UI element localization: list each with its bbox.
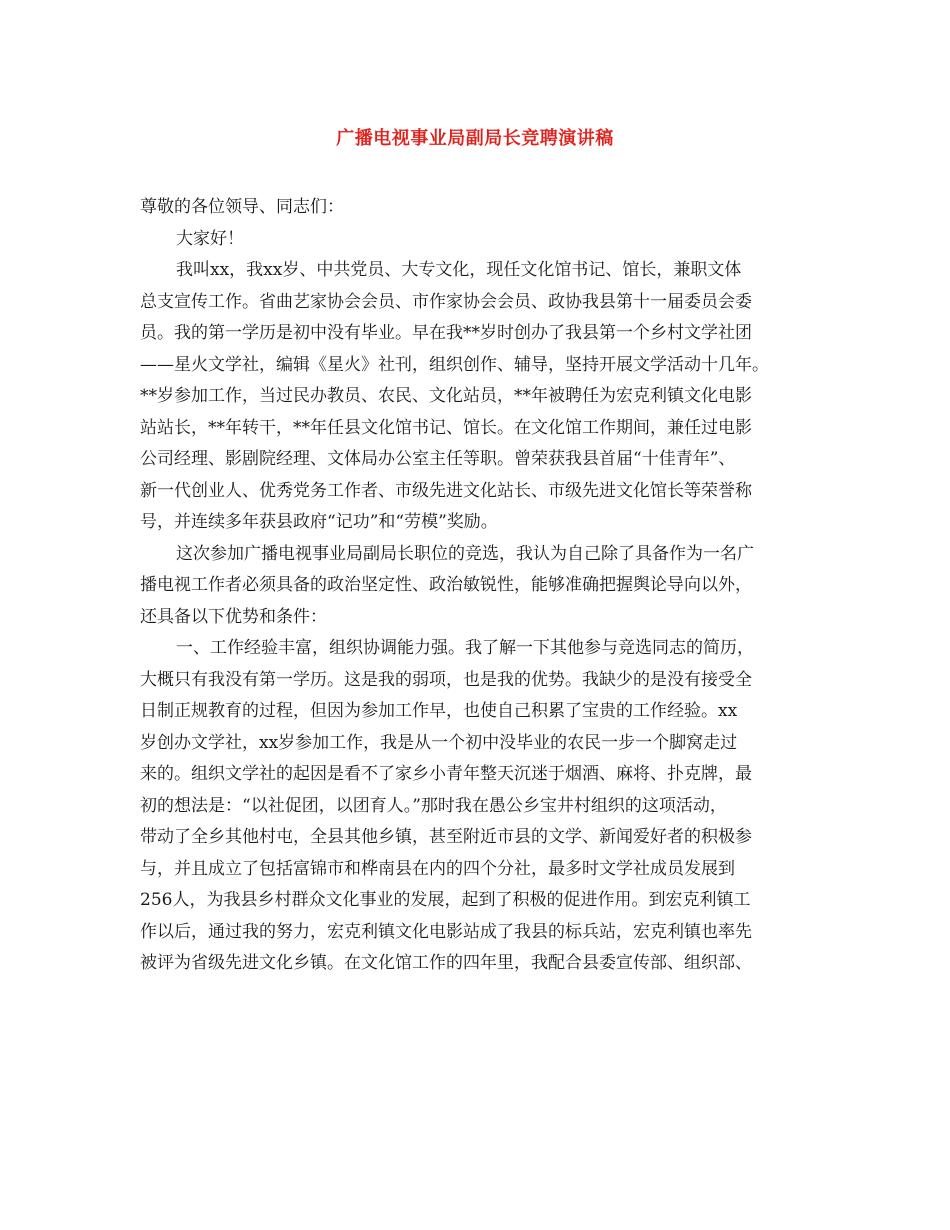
text-line: 与，并且成立了包括富锦市和桦南县在内的四个分社，最多时文学社成员发展到 xyxy=(140,858,735,879)
text-line: 来的。组织文学社的起因是看不了家乡小青年整天沉迷于烟酒、麻将、扑克牌，最 xyxy=(140,764,752,784)
text-line: 员。我的第一学历是初中没有毕业。早在我**岁时创办了我县第一个乡村文学社团 xyxy=(140,323,752,343)
text-line: **岁参加工作，当过民办教员、农民、文化站员，**年被聘任为宏克利镇文化电影 xyxy=(140,386,752,406)
document-body xyxy=(140,192,820,980)
text-line: 尊敬的各位领导、同志们： xyxy=(140,197,344,217)
text-line: 站站长，**年转干，**年任县文化馆书记、馆长。在文化馆工作期间，兼任过电影 xyxy=(140,417,752,438)
text-line: 带动了全乡其他村屯，全县其他乡镇，甚至附近市县的文学、新闻爱好者的积极参 xyxy=(140,827,752,847)
text-line: 这次参加广播电视事业局副局长职位的竞选，我认为自己除了具备作为一名广 xyxy=(176,543,754,564)
text-line: 256人，为我县乡村群众文化事业的发展，起到了积极的促进作用。到宏克利镇工 xyxy=(140,890,751,910)
text-line: 播电视工作者必须具备的政治坚定性、政治敏锐性，能够准确把握舆论导向以外， xyxy=(140,575,752,595)
text-line: 新一代创业人、优秀党务工作者、市级先进文化站长、市级先进文化馆长等荣誉称 xyxy=(140,480,752,501)
text-line: 作以后，通过我的努力，宏克利镇文化电影站成了我县的标兵站，宏克利镇也率先 xyxy=(140,921,752,942)
text-line: 总支宣传工作。省曲艺家协会会员、市作家协会会员、政协我县第十一届委员会委 xyxy=(140,291,752,312)
text-line: 大家好！ xyxy=(176,228,244,249)
text-line: 大概只有我没有第一学历。这是我的弱项，也是我的优势。我缺少的是没有接受全 xyxy=(140,669,752,690)
text-line: 公司经理、影剧院经理、文体局办公室主任等职。曾荣获我县首届“十佳青年”、 xyxy=(140,449,736,469)
text-line: 岁创办文学社，xx岁参加工作，我是从一个初中没毕业的农民一步一个脚窝走过 xyxy=(140,732,738,753)
text-line: 还具备以下优势和条件： xyxy=(140,606,327,627)
text-line: 日制正规教育的过程，但因为参加工作早，也使自己积累了宝贵的工作经验。xx xyxy=(140,701,738,721)
text-line: 号，并连续多年获县政府“记功”和“劳模”奖励。 xyxy=(140,512,498,532)
document-title: 广播电视事业局副局长竞聘演讲稿 xyxy=(336,128,614,149)
text-line: 我叫xx，我xx岁、中共党员、大专文化，现任文化馆书记、馆长，兼职文体 xyxy=(176,260,742,280)
text-line: 一、工作经验丰富，组织协调能力强。我了解一下其他参与竞选同志的简历， xyxy=(176,638,754,658)
text-line: 被评为省级先进文化乡镇。在文化馆工作的四年里，我配合县委宣传部、组织部、 xyxy=(140,953,752,973)
text-line: 初的想法是：“以社促团，以团育人。”那时我在愚公乡宝井村组织的这项活动， xyxy=(140,795,727,816)
text-line: ——星火文学社，编辑《星火》社刊，组织创作、辅导，坚持开展文学活动十几年。 xyxy=(140,354,769,375)
